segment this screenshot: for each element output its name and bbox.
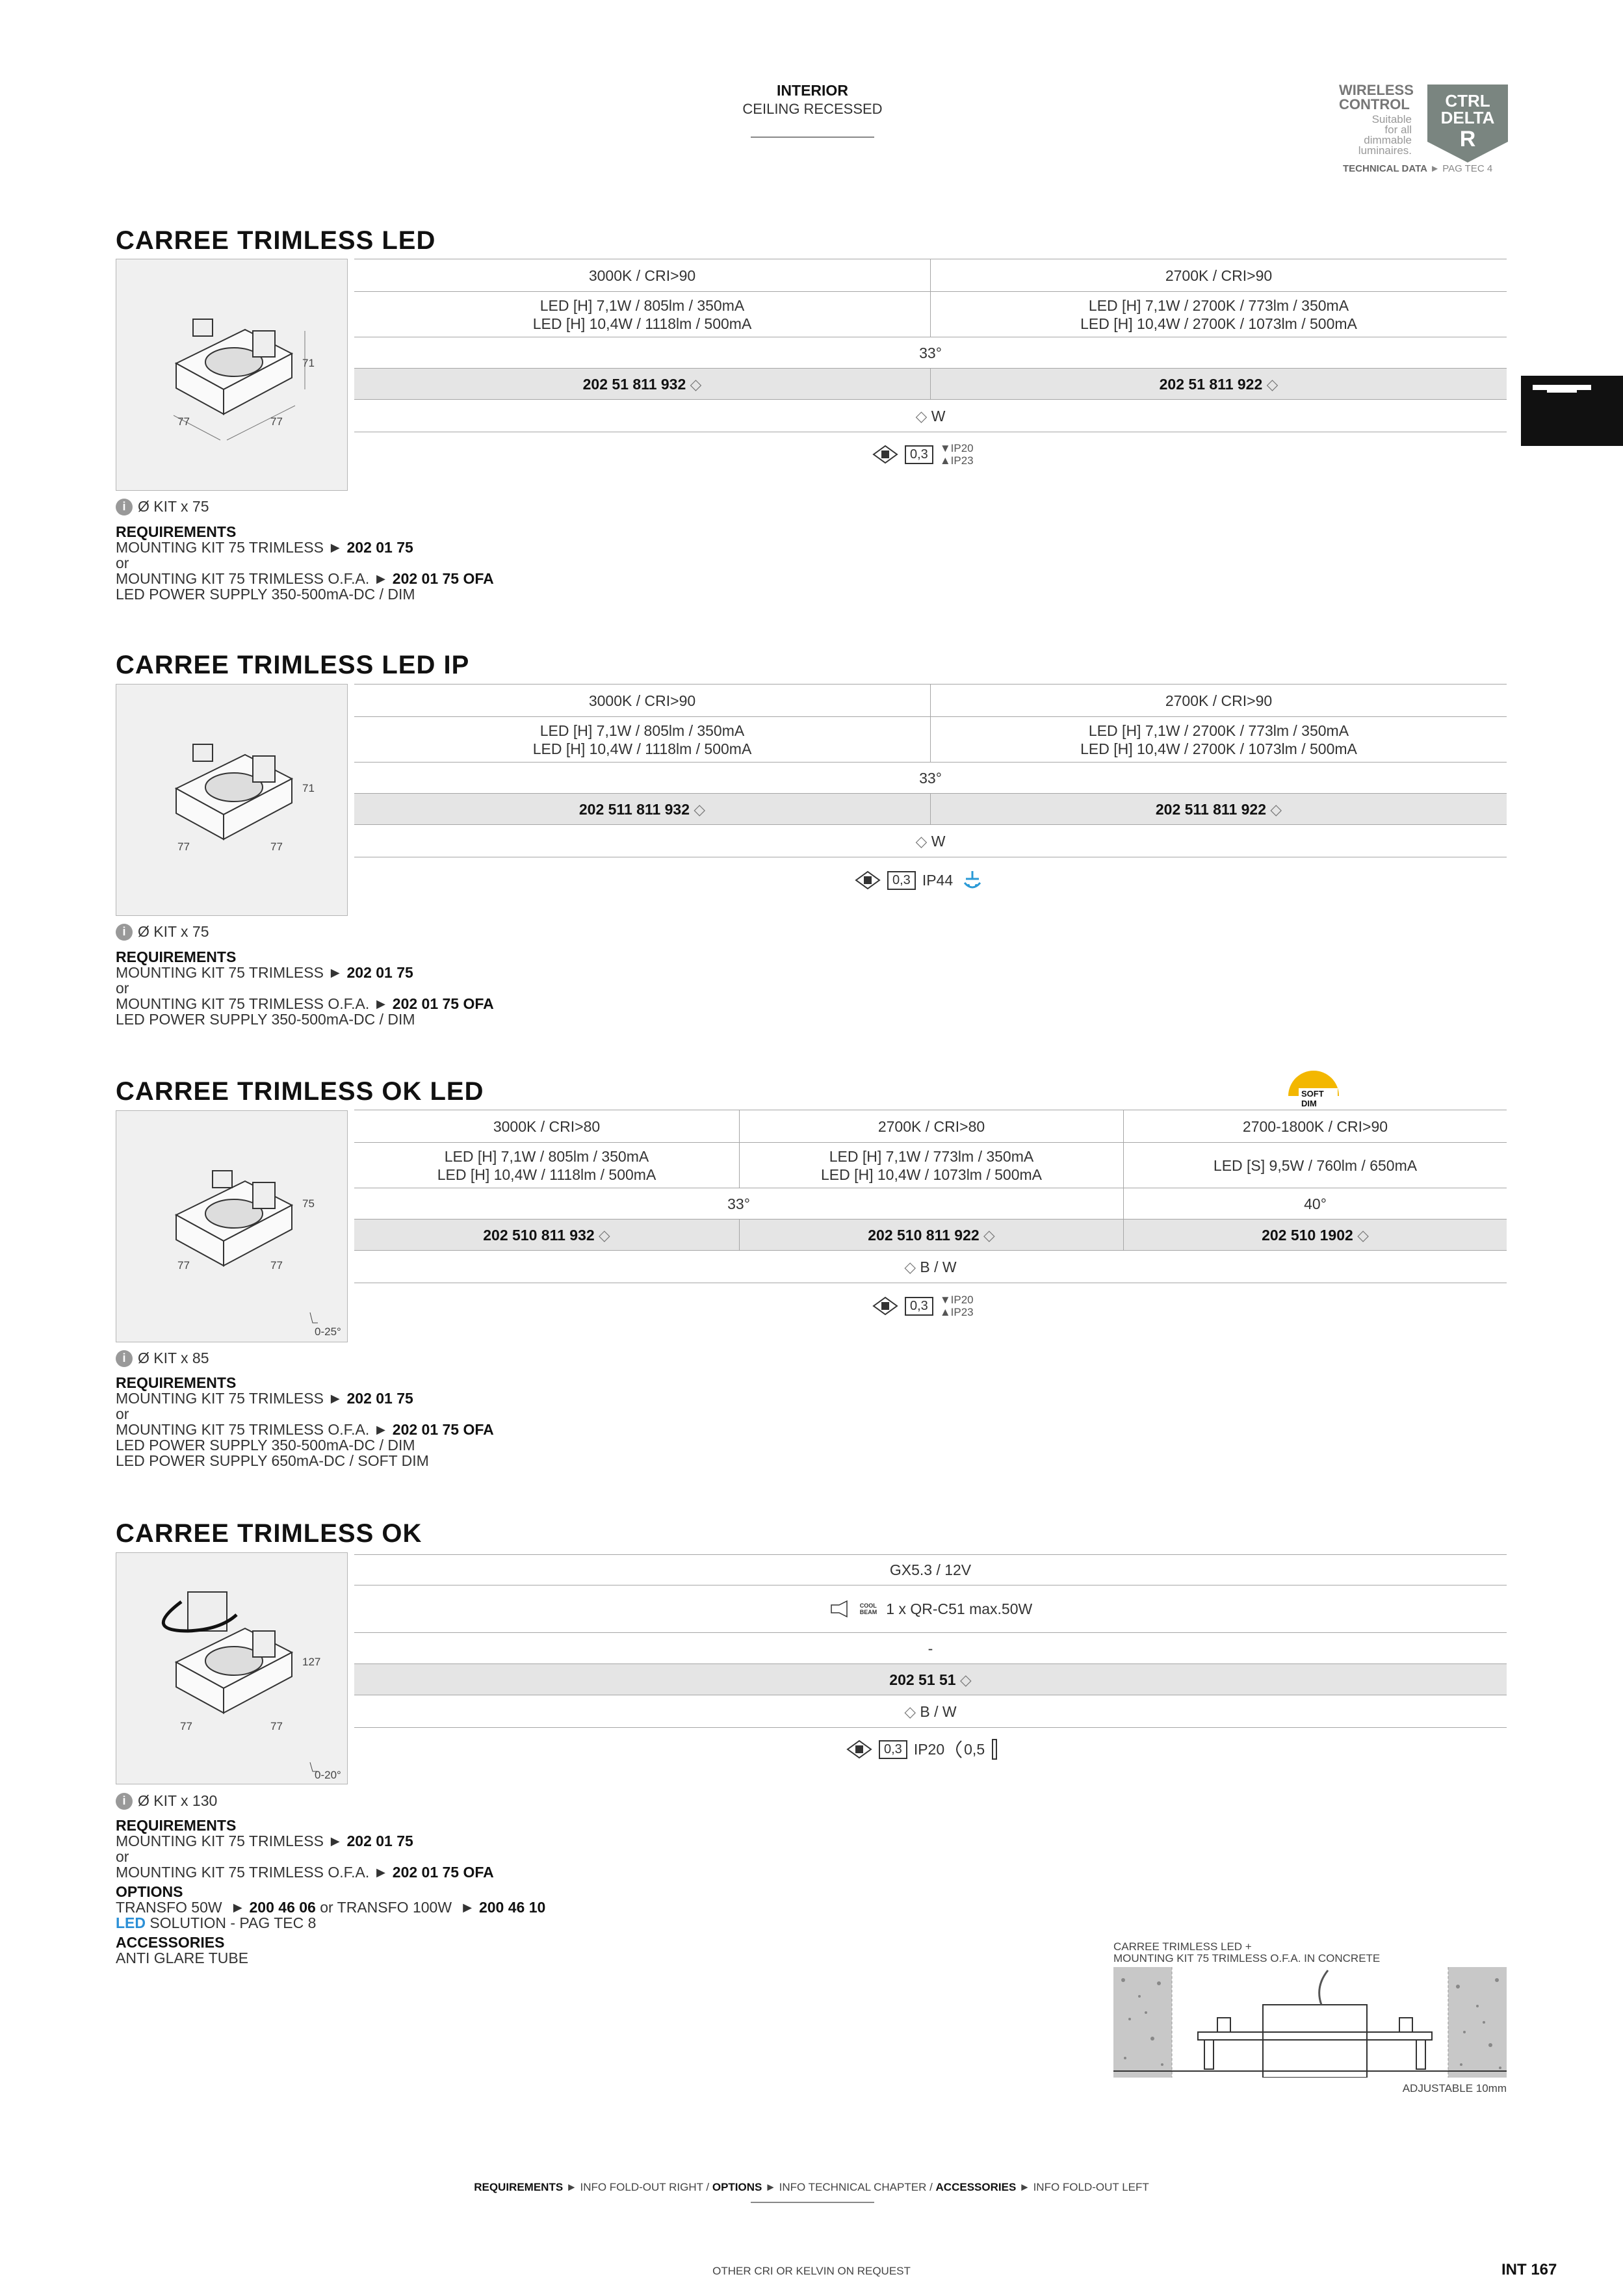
finish-cell: ◇ W (915, 407, 946, 424)
spec-cell: LED [H] 7,1W / 805lm / 350mA LED [H] 10,4W / 1118lm / 500mA (532, 722, 752, 757)
finish-cell: ◇ W (915, 832, 946, 850)
technical-data-link[interactable]: TECHNICAL DATA ► PAG TEC 4 (1343, 163, 1493, 174)
spec-cell: LED [H] 7,1W / 2700K / 773lm / 350mA LED [H] 10,4W / 2700K / 1073lm / 500mA (930, 717, 1507, 762)
distance-box: 0,3 (887, 871, 916, 890)
ip-rating: IP44 (922, 871, 954, 889)
badge-delta-text: DELTA (1440, 108, 1495, 127)
subcategory-title: CEILING RECESSED (742, 101, 883, 117)
beam-angle: 33° (727, 1195, 750, 1212)
beam-angle: - (928, 1639, 933, 1657)
beam-row (354, 337, 1507, 369)
info-icon: i (116, 499, 133, 515)
code-row (354, 369, 1507, 400)
section-title: CARREE TRIMLESS LED IP (116, 651, 470, 679)
finish-row (354, 400, 1507, 432)
footer-legend: REQUIREMENTS ► INFO FOLD-OUT RIGHT / OPTIONS ► INFO TECHNICAL CHAPTER / ACCESSORIES ► INFO FOLD-OUT LEFT (474, 2181, 1149, 2193)
requirements-block: REQUIREMENTS MOUNTING KIT 75 TRIMLESS ► 202 01 75 or MOUNTING KIT 75 TRIMLESS O.F.A. ► 202 01 75 OFA LED POWER SUPPLY 350-500mA-DC / DIM (116, 523, 494, 603)
dim-width: 77 (177, 1259, 190, 1272)
product-code[interactable]: 202 511 811 932 ◇ (578, 800, 706, 818)
object-distance-icon (951, 1740, 964, 1759)
soft-dim-label: SOFT DIM (1301, 1089, 1324, 1108)
footer-note: OTHER CRI OR KELVIN ON REQUEST (712, 2265, 911, 2277)
wireless-note: Suitable for all dimmable luminaires. (1358, 113, 1412, 157)
dim-depth: 77 (270, 841, 283, 853)
finish-cell: ◇ B / W (904, 1258, 957, 1275)
symbol-row (872, 442, 974, 467)
spec-cell: COOL BEAM 1 x QR-C51 max.50W (354, 1585, 1507, 1632)
class-icon (872, 1296, 898, 1316)
symbol-row (846, 1738, 998, 1760)
product-image (116, 1110, 348, 1342)
finish-cell: ◇ B / W (904, 1702, 957, 1720)
col-head: 3000K / CRI>90 (588, 692, 696, 709)
adjustable-label: ADJUSTABLE 10mm (1402, 2082, 1507, 2094)
lamp-row (354, 1554, 1507, 1585)
finish-row (354, 1251, 1507, 1283)
product-drawing (116, 1111, 348, 1343)
product-drawing (116, 259, 348, 491)
color-temp-row (354, 259, 1507, 292)
dim-depth: 77 (270, 415, 283, 428)
product-code[interactable]: 202 51 811 922 ◇ (930, 369, 1507, 399)
product-image (116, 1552, 348, 1784)
kit-info: i Ø KIT x 85 (116, 1350, 209, 1367)
col-head: 2700K / CRI>90 (930, 259, 1507, 291)
kit-info: i Ø KIT x 75 (116, 923, 209, 941)
spec-cell: LED [H] 7,1W / 2700K / 773lm / 350mA LED [H] 10,4W / 2700K / 1073lm / 500mA (930, 292, 1507, 337)
ip-rating: IP20 (913, 1740, 945, 1758)
page-number: INT 167 (1501, 2261, 1557, 2278)
cool-beam-icon (829, 1600, 851, 1618)
header-divider (751, 137, 874, 138)
beam-row (354, 1188, 1507, 1220)
spec-row (354, 292, 1507, 337)
color-temp-row (354, 684, 1507, 717)
col-head: 2700K / CRI>90 (930, 685, 1507, 716)
beam-angle: 40° (1123, 1188, 1507, 1219)
ip-rating: ▼IP20 ▲IP23 (939, 442, 974, 467)
distance-box: 0,3 (879, 1740, 907, 1759)
product-code[interactable]: 202 510 1902 ◇ (1123, 1220, 1507, 1250)
requirements-block: REQUIREMENTS MOUNTING KIT 75 TRIMLESS ► 202 01 75 or MOUNTING KIT 75 TRIMLESS O.F.A. ► 202 01 75 OFA OPTIONS TRANSFO 50W ► 200 46 06 or TRANSFO 100W ► 200 46 10 LED SOLUTION - PAG TEC 8 ACCESSORIES ANTI GLARE TUBE (116, 1817, 546, 1966)
dim-width: 77 (180, 1720, 192, 1732)
product-code[interactable]: 202 510 811 932 ◇ (483, 1226, 610, 1244)
dim-width: 77 (177, 841, 190, 853)
spec-row (354, 1143, 1507, 1188)
control-label: CONTROL (1339, 96, 1410, 112)
spec-cell: LED [S] 9,5W / 760lm / 650mA (1123, 1143, 1507, 1188)
product-image (116, 684, 348, 916)
code-row (354, 1664, 1507, 1695)
concrete-diagram (1113, 1967, 1507, 2078)
col-head: 2700-1800K / CRI>90 (1123, 1110, 1507, 1142)
requirements-block: REQUIREMENTS MOUNTING KIT 75 TRIMLESS ► 202 01 75 or MOUNTING KIT 75 TRIMLESS O.F.A. ► 202 01 75 OFA LED POWER SUPPLY 350-500mA-DC / DIM (116, 948, 494, 1028)
footer-divider (751, 2202, 874, 2203)
category-title: INTERIOR (777, 82, 848, 99)
badge-ctrl-text: CTRL (1445, 91, 1490, 111)
col-head: 2700K / CRI>80 (739, 1110, 1123, 1142)
class-icon (846, 1740, 872, 1759)
dim-height: 75 (302, 1197, 315, 1210)
spec-cell: LED [H] 7,1W / 773lm / 350mA LED [H] 10,4W / 1073lm / 500mA (739, 1143, 1123, 1188)
kit-info: i Ø KIT x 75 (116, 498, 209, 515)
class-icon (855, 870, 881, 890)
tilt-angle: 0-25° (315, 1325, 341, 1338)
requirements-block: REQUIREMENTS MOUNTING KIT 75 TRIMLESS ► 202 01 75 or MOUNTING KIT 75 TRIMLESS O.F.A. ► 202 01 75 OFA LED POWER SUPPLY 350-500mA-DC / DIM LED POWER SUPPLY 650mA-DC / SOFT DIM (116, 1374, 494, 1469)
chapter-tab (1521, 376, 1623, 446)
distance-box: 0,3 (905, 1297, 933, 1316)
surface-icon (991, 1738, 998, 1760)
beam-row (354, 1633, 1507, 1664)
spec-cell: LED [H] 7,1W / 805lm / 350mA LED [H] 10,4W / 1118lm / 500mA (437, 1147, 656, 1183)
dim-depth: 77 (270, 1720, 283, 1732)
product-image (116, 259, 348, 491)
spec-row (354, 717, 1507, 763)
ctrl-delta-badge (1427, 85, 1508, 163)
wireless-label: WIRELESS (1339, 82, 1414, 98)
info-icon: i (116, 1793, 133, 1810)
code-row (354, 1220, 1507, 1251)
spec-cell: LED [H] 7,1W / 805lm / 350mA LED [H] 10,4W / 1118lm / 500mA (532, 296, 752, 332)
shower-icon (959, 868, 985, 892)
beam-row (354, 763, 1507, 794)
dim-height: 127 (302, 1656, 321, 1668)
tilt-angle: 0-20° (315, 1769, 341, 1781)
class-icon (872, 445, 898, 464)
product-drawing (116, 1553, 348, 1785)
product-code[interactable]: 202 51 811 932 ◇ (582, 375, 702, 393)
beam-angle: 33° (919, 769, 942, 787)
section-title: CARREE TRIMLESS OK (116, 1519, 422, 1548)
info-icon: i (116, 1350, 133, 1367)
product-code[interactable]: 202 51 51 ◇ (889, 1671, 972, 1688)
spec-row (354, 1585, 1507, 1633)
product-code[interactable]: 202 511 811 922 ◇ (930, 794, 1507, 824)
section-title: CARREE TRIMLESS LED (116, 226, 436, 255)
lamp-type: GX5.3 / 12V (889, 1561, 972, 1578)
symbol-row (855, 868, 985, 892)
badge-r-text: R (1459, 127, 1476, 151)
finish-row (354, 1695, 1507, 1728)
col-head: 3000K / CRI>80 (493, 1117, 601, 1135)
col-head: 3000K / CRI>90 (588, 267, 696, 284)
product-code[interactable]: 202 510 811 922 ◇ (739, 1220, 1123, 1250)
dim-height: 71 (302, 357, 315, 369)
dim-width: 77 (177, 415, 190, 428)
dim-depth: 77 (270, 1259, 283, 1272)
color-temp-row (354, 1110, 1507, 1143)
symbol-row (872, 1294, 974, 1318)
soft-dim-badge (1286, 1070, 1342, 1108)
product-drawing (116, 685, 348, 917)
section-title: CARREE TRIMLESS OK LED (116, 1077, 484, 1106)
info-icon: i (116, 924, 133, 941)
distance-box: 0,3 (905, 445, 933, 464)
concrete-caption: CARREE TRIMLESS LED + MOUNTING KIT 75 TRIMLESS O.F.A. IN CONCRETE (1113, 1940, 1381, 1964)
finish-row (354, 825, 1507, 857)
kit-info: i Ø KIT x 130 (116, 1792, 217, 1810)
distance-value: 0,5 (964, 1740, 985, 1758)
code-row (354, 794, 1507, 825)
ip-rating: ▼IP20 ▲IP23 (939, 1294, 974, 1318)
dim-height: 71 (302, 782, 315, 794)
beam-angle: 33° (919, 344, 942, 361)
